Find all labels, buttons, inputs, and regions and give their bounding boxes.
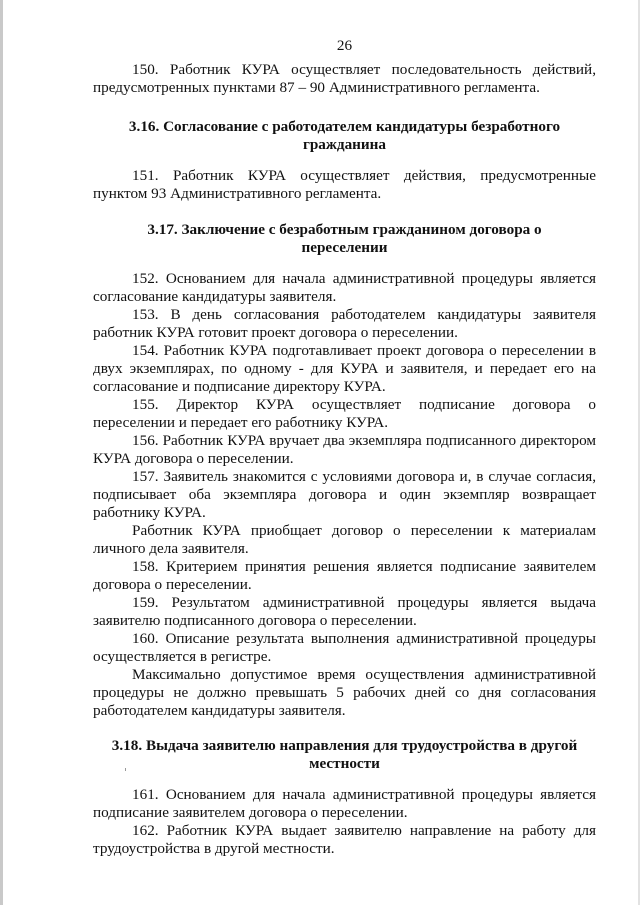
page-left-edge: [0, 0, 3, 905]
page-number: 26: [336, 37, 353, 54]
paragraph-150: [93, 61, 596, 97]
paragraph-155: [93, 396, 596, 432]
paragraph-text: 157. Заявитель знакомится с условиями договора и, в случае согласия, подписывает оба экземпляра договора и один экземпляр возвращает работнику КУРА.: [93, 468, 596, 522]
section-heading-text: 3.16. Согласование с работодателем кандидатуры безработного гражданина: [128, 118, 561, 154]
section-heading-3-17: [93, 221, 596, 257]
paragraph-159: [93, 594, 596, 630]
paragraph-text: 158. Критерием принятия решения является подписание заявителем договора о переселении.: [93, 558, 596, 594]
paragraph-text: 151. Работник КУРА осуществляет действия, предусмотренные пунктом 93 Административного регламента.: [93, 167, 596, 203]
paragraph-text: 159. Результатом административной процедуры является выдача заявителю подписанного договора о переселении.: [93, 594, 596, 630]
paragraph-152: [93, 270, 596, 306]
paragraph-156: [93, 432, 596, 468]
paragraph-157: [93, 468, 596, 523]
paragraph-text: 152. Основанием для начала административной процедуры является согласование кандидатуры заявителя.: [93, 270, 596, 306]
paragraph-158: [93, 558, 596, 594]
paragraph-162: [93, 822, 596, 858]
paragraph-text: 156. Работник КУРА вручает два экземпляра подписанного директором КУРА договора о переселении.: [93, 432, 596, 468]
paragraph-text: 155. Директор КУРА осуществляет подписание договора о переселении и передает его работнику КУРА.: [93, 396, 596, 432]
paragraph-151: [93, 167, 596, 203]
paragraph-text: Работник КУРА приобщает договор о переселении к материалам личного дела заявителя.: [93, 522, 596, 558]
paragraph-161: [93, 786, 596, 822]
paragraph-text: Максимально допустимое время осуществления административной процедуры не должно превышать 5 рабочих дней со дня согласования работодателем кандидатуры заявителя.: [93, 666, 596, 720]
section-heading-3-16: [93, 118, 596, 154]
paragraph-max-time: [93, 666, 596, 721]
paragraph-153: [93, 306, 596, 342]
paragraph-text: 160. Описание результата выполнения административной процедуры осуществляется в регистре.: [93, 630, 596, 666]
paragraph-160: [93, 630, 596, 666]
section-heading-text: 3.17. Заключение с безработным гражданином договора о переселении: [147, 221, 542, 257]
section-heading-text: 3.18. Выдача заявителю направления для трудоустройства в другой местности: [111, 737, 578, 773]
paragraph-text: 153. В день согласования работодателем кандидатуры заявителя работник КУРА готовит проект договора о переселении.: [93, 306, 596, 342]
paragraph-attach: [93, 522, 596, 558]
section-heading-3-18: [93, 737, 596, 773]
paragraph-text: 162. Работник КУРА выдает заявителю направление на работу для трудоустройства в другой местности.: [93, 822, 596, 858]
paragraph-text: 161. Основанием для начала административной процедуры является подписание заявителем договора о переселении.: [93, 786, 596, 822]
paragraph-text: 150. Работник КУРА осуществляет последовательность действий, предусмотренных пунктами 87 – 90 Административного регламента.: [93, 61, 596, 97]
scan-speck: [125, 768, 126, 771]
paragraph-154: [93, 342, 596, 397]
paragraph-text: 154. Работник КУРА подготавливает проект договора о переселении в двух экземплярах, по одному - для КУРА и заявителя, и передает его на согласование и подписание директору КУРА.: [93, 342, 596, 396]
